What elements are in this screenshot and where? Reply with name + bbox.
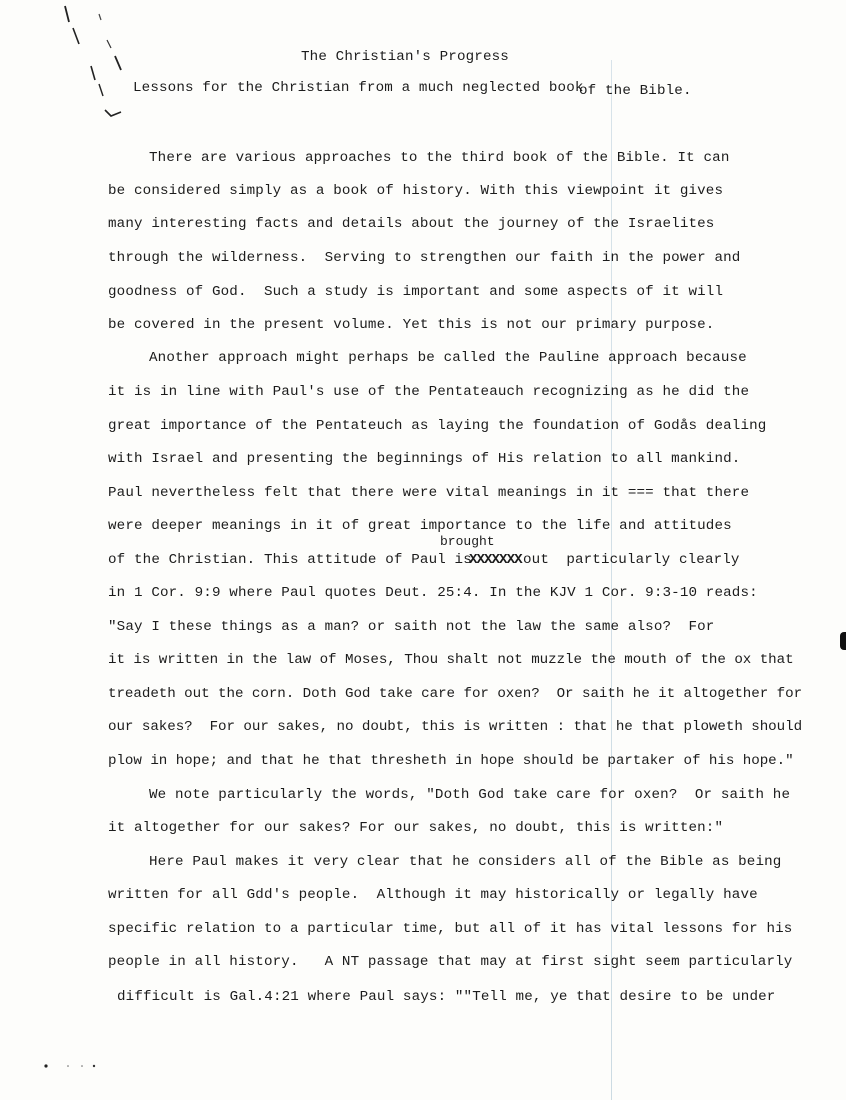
scan-marks (55, 0, 195, 130)
body-line-9: great importance of the Pentateuch as laying the foundation of Godås dealing (108, 418, 767, 434)
body-line-21: it altogether for our sakes? For our sakes, no doubt, this is written:" (108, 820, 724, 836)
body-line-13: of the Christian. This attitude of Paul is (108, 552, 472, 568)
body-line-3: many interesting facts and details about the journey of the Israelites (108, 216, 715, 232)
body-line-26: difficult is Gal.4:21 where Paul says: ""Tell me, ye that desire to be under (117, 989, 776, 1005)
body-line-2: be considered simply as a book of history. With this viewpoint it gives (108, 183, 724, 199)
body-line-14: in 1 Cor. 9:9 where Paul quotes Deut. 25:4. In the KJV 1 Cor. 9:3-10 reads: (108, 585, 758, 601)
body-line-10: with Israel and presenting the beginnings of His relation to all mankind. (108, 451, 741, 467)
body-line-6: be covered in the present volume. Yet this is not our primary purpose. (108, 317, 715, 333)
body-line-19: plow in hope; and that he that thresheth in hope should be partaker of his hope." (108, 753, 794, 769)
body-line-7: Another approach might perhaps be called the Pauline approach because (149, 350, 747, 366)
body-line-5: goodness of God. Such a study is important and some aspects of it will (108, 284, 724, 300)
body-line-1: There are various approaches to the third book of the Bible. It can (149, 150, 730, 166)
body-line-12: were deeper meanings in it of great importance to the life and attitudes (108, 518, 732, 534)
body-line-20: We note particularly the words, "Doth God take care for oxen? Or saith he (149, 787, 791, 803)
struck-out-word: XXXXXXX (469, 552, 522, 568)
body-line-8: it is in line with Paul's use of the Pentateauch recognizing as he did the (108, 384, 750, 400)
body-line-25: people in all history. A NT passage that may at first sight seem particularly (108, 954, 793, 970)
body-line-22: Here Paul makes it very clear that he considers all of the Bible as being (149, 854, 782, 870)
document-title: The Christian's Progress (301, 49, 509, 65)
body-line-11: Paul nevertheless felt that there were vital meanings in it === that there (108, 485, 750, 501)
document-subtitle: Lessons for the Christian from a much neglected book (133, 80, 584, 96)
body-line-17: treadeth out the corn. Doth God take care for oxen? Or saith he it altogether for (108, 686, 803, 702)
body-line-23: written for all Gdd's people. Although it may historically or legally have (108, 887, 758, 903)
body-line-18: our sakes? For our sakes, no doubt, this is written : that he that ploweth should (108, 719, 803, 735)
inserted-word: brought (440, 534, 495, 549)
body-line-15: "Say I these things as a man? or saith not the law the same also? For (108, 619, 715, 635)
body-line-13-end: out particularly clearly (523, 552, 740, 568)
bottom-scan-marks (38, 1056, 108, 1076)
body-line-4: through the wilderness. Serving to strengthen our faith in the power and (108, 250, 741, 266)
document-subtitle-end: of the Bible. (579, 83, 692, 99)
scan-edge-mark (840, 632, 846, 650)
body-line-16: it is written in the law of Moses, Thou shalt not muzzle the mouth of the ox that (108, 652, 794, 668)
body-line-24: specific relation to a particular time, but all of it has vital lessons for his (108, 921, 793, 937)
